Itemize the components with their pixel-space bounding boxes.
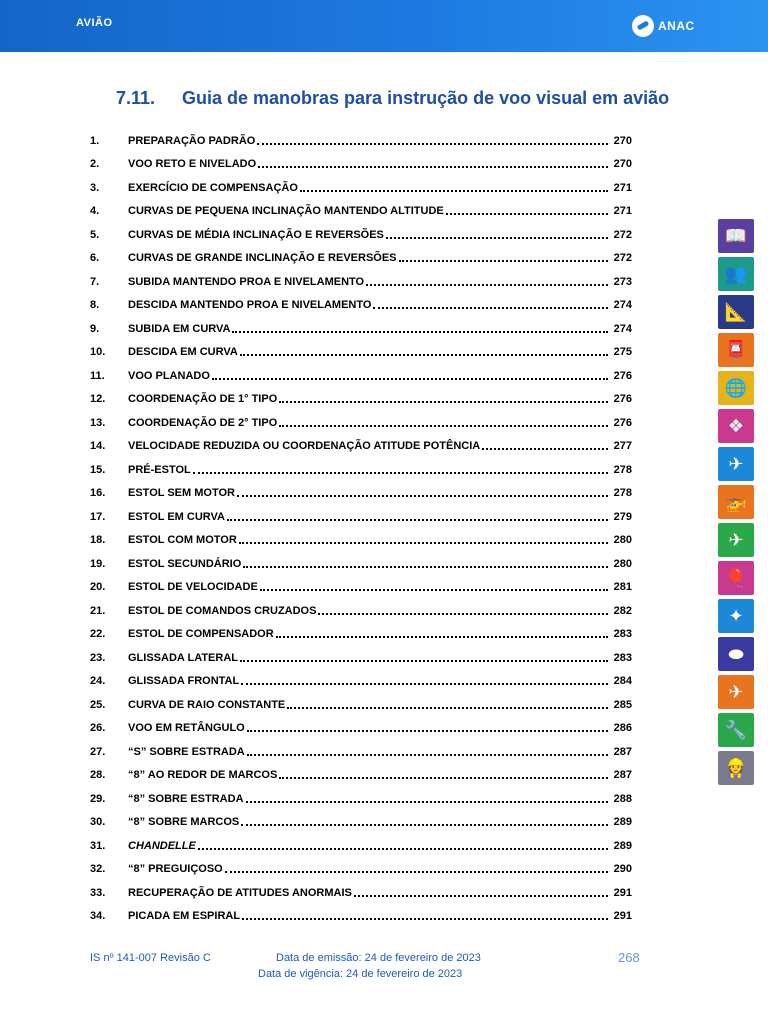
toc-entry-title: CURVAS DE GRANDE INCLINAÇÃO E REVERSÕES	[128, 252, 397, 264]
toc-entry-number: 28.	[90, 769, 106, 781]
toc-entry-title: COORDENAÇÃO DE 2° TIPO	[128, 416, 278, 429]
toc-entry-page: 289	[613, 816, 632, 828]
toc-entry[interactable]	[90, 829, 632, 853]
toc-dot-leader	[212, 378, 608, 380]
toc-entry-page: 274	[613, 299, 632, 311]
toc-entry-page: 280	[613, 534, 632, 546]
toc-entry-page: 283	[613, 628, 632, 640]
staff-icon[interactable]: 👷	[718, 751, 754, 785]
emission-date: Data de emissão: 24 de fevereiro de 2023	[276, 952, 481, 964]
toc-entry-page: 278	[613, 487, 632, 499]
toc-entry-number: 26.	[90, 722, 106, 734]
toc-entry-title: VOO PLANADO	[128, 369, 210, 382]
helicopter-icon[interactable]: 🚁	[718, 485, 754, 519]
toc-entry-number: 19.	[90, 557, 106, 570]
toc-entry-page: 273	[613, 275, 632, 288]
toc-entry-number: 7.	[90, 275, 100, 288]
toc-entry-page: 291	[613, 910, 632, 922]
maintenance-icon[interactable]: 🔧	[718, 713, 754, 747]
toc-entry-title: ESTOL SEM MOTOR	[128, 487, 235, 499]
toc-entry-page: 282	[613, 604, 632, 617]
drone-icon[interactable]: ✦	[718, 599, 754, 633]
toc-entry[interactable]	[90, 289, 632, 313]
mailbox-icon[interactable]: 📮	[718, 333, 754, 367]
toc-entry-title: COORDENAÇÃO DE 1° TIPO	[128, 393, 278, 405]
toc-entry-page: 271	[613, 205, 632, 217]
section-number: 7.11.	[116, 88, 156, 108]
toc-entry[interactable]	[90, 500, 632, 524]
toc-entry-page: 287	[613, 769, 632, 781]
toc-entry[interactable]	[90, 359, 632, 383]
toc-dot-leader	[241, 683, 608, 685]
toc-entry-number: 18.	[90, 534, 106, 546]
toc-entry[interactable]	[90, 782, 632, 806]
toc-entry-title: DESCIDA MANTENDO PROA E NIVELAMENTO	[128, 299, 372, 311]
toc-dot-leader	[198, 848, 608, 850]
toc-entry[interactable]	[90, 547, 632, 571]
toc-dot-leader	[240, 354, 608, 356]
toc-entry-number: 13.	[90, 416, 106, 429]
toc-dot-leader	[279, 777, 608, 779]
toc-entry-number: 3.	[90, 181, 100, 194]
toc-entry-number: 10.	[90, 346, 106, 358]
ultralight-icon[interactable]: ✈	[718, 675, 754, 709]
toc-dot-leader	[366, 284, 608, 286]
toc-entry-number: 15.	[90, 463, 106, 476]
toc-dot-leader	[258, 166, 608, 168]
toc-entry-number: 11.	[90, 369, 105, 382]
toc-dot-leader	[237, 495, 608, 497]
toc-dot-leader	[257, 143, 608, 145]
toc-entry-title: DESCIDA EM CURVA	[128, 346, 238, 358]
toc-dot-leader	[318, 613, 608, 615]
toc-entry-page: 289	[613, 839, 632, 852]
toc-dot-leader	[373, 307, 608, 309]
toc-entry[interactable]	[90, 688, 632, 712]
toc-dot-leader	[225, 871, 608, 873]
toc-entry-page: 286	[613, 722, 632, 734]
toc-entry-title: “8” PREGUIÇOSO	[128, 863, 223, 875]
toc-entry-page: 271	[613, 181, 632, 194]
toc-entry-page: 285	[613, 698, 632, 711]
toc-entry-page: 280	[613, 557, 632, 570]
toc-entry-title: RECUPERAÇÃO DE ATITUDES ANORMAIS	[128, 886, 352, 899]
section-label: AVIÃO	[76, 17, 113, 29]
airship-icon[interactable]: ⬬	[718, 637, 754, 671]
toc-entry-number: 21.	[90, 604, 106, 617]
toc-entry-number: 16.	[90, 487, 106, 499]
toc-dot-leader	[243, 566, 608, 568]
toc-entry-title: ESTOL EM CURVA	[128, 510, 225, 523]
toc-entry-number: 17.	[90, 510, 106, 523]
globe-icon[interactable]: 🌐	[718, 371, 754, 405]
toc-entry[interactable]	[90, 242, 632, 266]
toc-entry-number: 31.	[90, 839, 106, 852]
toc-dot-leader	[227, 519, 608, 521]
toc-entry-title: “8” SOBRE MARCOS	[128, 816, 240, 828]
toc-entry-number: 9.	[90, 322, 100, 335]
toc-entry-title: ESTOL DE COMPENSADOR	[128, 628, 274, 640]
toc-entry[interactable]	[90, 571, 632, 595]
toc-entry[interactable]	[90, 430, 632, 454]
toc-entry-title: VOO EM RETÂNGULO	[128, 722, 245, 734]
toc-entry-number: 1.	[90, 134, 100, 147]
toc-entry[interactable]	[90, 265, 632, 289]
toc-entry-page: 274	[613, 322, 632, 335]
toc-dot-leader	[354, 895, 608, 897]
toc-entry-number: 30.	[90, 816, 106, 828]
toc-entry-number: 14.	[90, 440, 106, 452]
toc-entry[interactable]	[90, 312, 632, 336]
toc-entry-title: VOO RETO E NIVELADO	[128, 158, 257, 170]
toc-dot-leader	[279, 425, 608, 427]
toc-entry[interactable]	[90, 876, 632, 900]
toc-entry[interactable]	[90, 218, 632, 242]
book-icon[interactable]: 📖	[718, 219, 754, 253]
document-id: IS nº 141-007 Revisão C	[90, 952, 211, 964]
toc-entry[interactable]	[90, 453, 632, 477]
toc-entry-title: SUBIDA EM CURVA	[128, 322, 231, 335]
toc-entry-title: CHANDELLE	[128, 839, 196, 852]
toc-dot-leader	[276, 636, 608, 638]
toc-entry[interactable]	[90, 853, 632, 877]
toc-entry-number: 23.	[90, 651, 106, 664]
toc-entry-number: 34.	[90, 910, 106, 922]
side-navigation	[718, 219, 758, 789]
toc-entry-title: VELOCIDADE REDUZIDA OU COORDENAÇÃO ATITUDE POTÊNCIA	[128, 440, 481, 452]
toc-entry-page: 278	[613, 463, 632, 476]
toc-entry-number: 5.	[90, 228, 100, 241]
page-number: 268	[618, 950, 640, 965]
toc-entry-title: CURVA DE RAIO CONSTANTE	[128, 698, 286, 711]
toc-dot-leader	[193, 472, 608, 474]
toc-entry-number: 27.	[90, 745, 106, 758]
toc-entry-page: 270	[613, 158, 632, 170]
toc-entry-number: 4.	[90, 205, 100, 217]
toc-dot-leader	[399, 260, 608, 262]
toc-entry-page: 272	[613, 228, 632, 241]
toc-entry-number: 22.	[90, 628, 106, 640]
toc-entry-number: 25.	[90, 698, 106, 711]
toc-entry-title: “8” SOBRE ESTRADA	[128, 792, 244, 805]
toc-entry[interactable]	[90, 383, 632, 407]
toc-entry[interactable]	[90, 148, 632, 172]
toc-dot-leader	[246, 801, 608, 803]
toc-entry-title: “S” SOBRE ESTRADA	[128, 745, 245, 758]
toc-entry-page: 279	[613, 510, 632, 523]
glider-icon[interactable]: ✈	[718, 523, 754, 557]
toc-dot-leader	[232, 331, 608, 333]
toc-entry-title: PRÉ-ESTOL	[128, 463, 191, 476]
toc-entry[interactable]	[90, 594, 632, 618]
toc-dot-leader	[239, 542, 608, 544]
toc-dot-leader	[482, 448, 608, 450]
toc-dot-leader	[300, 190, 608, 192]
toc-entry[interactable]	[90, 171, 632, 195]
toc-dot-leader	[242, 918, 608, 920]
toc-dot-leader	[446, 213, 608, 215]
toc-entry[interactable]	[90, 665, 632, 689]
toc-entry-page: 284	[613, 675, 632, 687]
toc-entry-number: 20.	[90, 581, 106, 593]
balloon-icon[interactable]: 🎈	[718, 561, 754, 595]
toc-entry-page: 275	[613, 346, 632, 358]
toc-entry-number: 2.	[90, 158, 100, 170]
toc-entry[interactable]	[90, 477, 632, 501]
toc-entry[interactable]	[90, 195, 632, 219]
toc-entry[interactable]	[90, 641, 632, 665]
toc-entry-title: SUBIDA MANTENDO PROA E NIVELAMENTO	[128, 275, 365, 288]
toc-entry[interactable]	[90, 806, 632, 830]
toc-entry-page: 277	[613, 440, 632, 452]
network-icon[interactable]: ❖	[718, 409, 754, 443]
section-title-text: Guia de manobras para instrução de voo visual em avião	[182, 88, 670, 108]
toc-dot-leader	[247, 730, 608, 732]
page-header	[0, 0, 768, 52]
toc-entry-page: 288	[613, 792, 632, 805]
airplane-icon[interactable]: ✈	[718, 447, 754, 481]
toc-entry-page: 276	[613, 393, 632, 405]
toc-entry-number: 12.	[90, 393, 106, 405]
toc-dot-leader	[386, 237, 608, 239]
toc-entry-page: 291	[613, 886, 632, 899]
toc-entry-page: 270	[613, 134, 632, 147]
toc-dot-leader	[260, 589, 608, 591]
toc-entry-number: 29.	[90, 792, 106, 805]
toc-entry-number: 8.	[90, 299, 100, 311]
toc-dot-leader	[287, 707, 608, 709]
toc-entry-number: 24.	[90, 675, 106, 687]
toc-entry-number: 6.	[90, 252, 100, 264]
toc-entry[interactable]	[90, 759, 632, 783]
anac-logo-icon	[632, 15, 654, 37]
toc-entry-title: “8” AO REDOR DE MARCOS	[128, 769, 278, 781]
toc-entry-title: GLISSADA LATERAL	[128, 651, 238, 664]
toc-entry-page: 281	[613, 581, 632, 593]
toc-entry-page: 276	[613, 416, 632, 429]
toc-entry-title: CURVAS DE PEQUENA INCLINAÇÃO MANTENDO ALTITUDE	[128, 205, 444, 217]
toc-entry-number: 33.	[90, 886, 106, 899]
toc-entry-number: 32.	[90, 863, 106, 875]
toc-entry-page: 287	[613, 745, 632, 758]
toc-entry-title: ESTOL COM MOTOR	[128, 534, 237, 546]
toc-entry[interactable]	[90, 124, 632, 148]
toc-entry[interactable]	[90, 735, 632, 759]
table-of-contents	[90, 124, 632, 923]
toc-entry-title: PICADA EM ESPIRAL	[128, 910, 241, 922]
toc-dot-leader	[241, 824, 608, 826]
validity-date: Data de vigência: 24 de fevereiro de 2023	[258, 968, 463, 980]
toc-entry-page: 290	[613, 863, 632, 875]
toc-entry-title: ESTOL DE COMANDOS CRUZADOS	[128, 604, 317, 617]
toc-entry-page: 272	[613, 252, 632, 264]
toc-entry-title: PREPARAÇÃO PADRÃO	[128, 134, 256, 147]
toc-entry-title: ESTOL SECUNDÁRIO	[128, 557, 242, 570]
toc-entry-page: 276	[613, 369, 632, 382]
toc-entry[interactable]	[90, 336, 632, 360]
toc-entry[interactable]	[90, 406, 632, 430]
toc-dot-leader	[240, 660, 608, 662]
tools-icon[interactable]: 📐	[718, 295, 754, 329]
toc-entry-title: CURVAS DE MÉDIA INCLINAÇÃO E REVERSÕES	[128, 228, 384, 241]
toc-entry[interactable]	[90, 712, 632, 736]
toc-entry-page: 283	[613, 651, 632, 664]
section-title	[116, 88, 669, 109]
toc-entry[interactable]	[90, 900, 632, 924]
anac-logo	[632, 14, 695, 38]
people-icon[interactable]: 👥	[718, 257, 754, 291]
toc-entry[interactable]	[90, 524, 632, 548]
toc-entry-title: EXERCÍCIO DE COMPENSAÇÃO	[128, 181, 298, 194]
anac-logo-text: ANAC	[658, 19, 695, 33]
toc-entry[interactable]	[90, 618, 632, 642]
toc-entry-title: GLISSADA FRONTAL	[128, 675, 240, 687]
toc-dot-leader	[279, 401, 608, 403]
toc-entry-title: ESTOL DE VELOCIDADE	[128, 581, 258, 593]
toc-dot-leader	[247, 754, 608, 756]
